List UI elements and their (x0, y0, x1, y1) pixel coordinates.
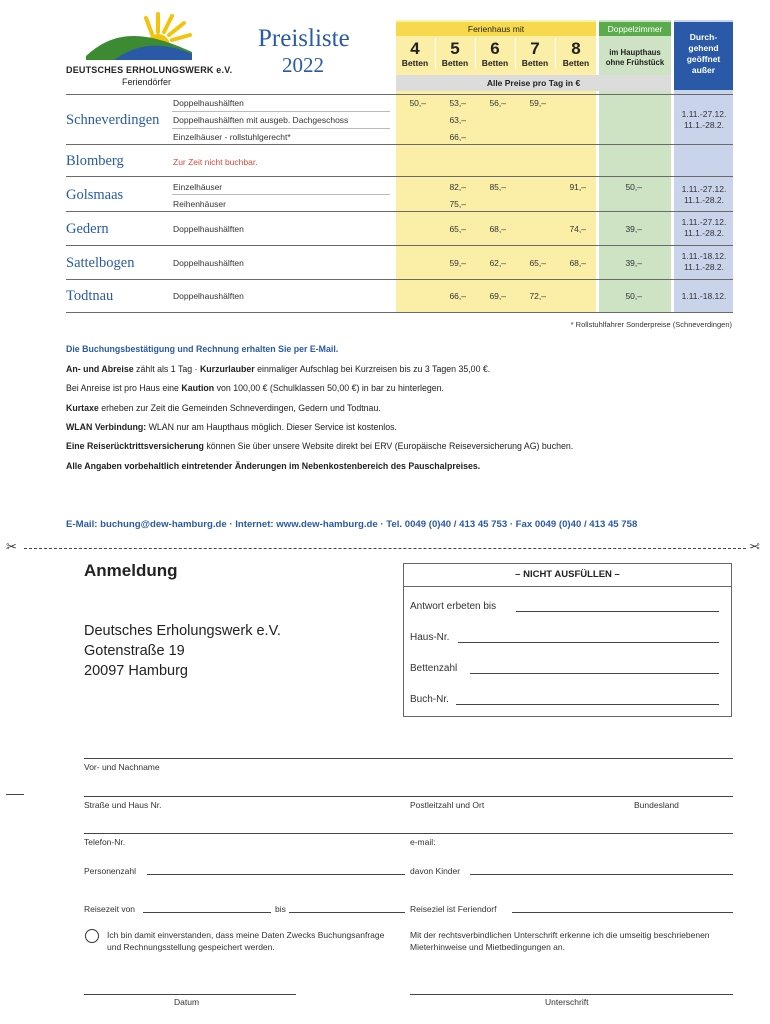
not-bookable-note: Zur Zeit nicht buchbar. (173, 157, 258, 167)
cut-line (24, 548, 746, 549)
consent-checkbox[interactable] (85, 929, 99, 943)
durchgehend-header: Durch- gehend geöffnet außer (674, 22, 733, 90)
place-schneverdingen: Schneverdingen (66, 112, 160, 128)
sun-hills-logo-icon (84, 10, 194, 60)
office-use-title: – NICHT AUSFÜLLEN – (404, 564, 731, 587)
office-field-line (470, 673, 719, 674)
form-title: Anmeldung (84, 561, 178, 580)
scissors-right-icon: ✂ (749, 539, 760, 554)
travel-to-label: bis (275, 904, 286, 914)
office-use-box (403, 563, 732, 717)
office-field-line (456, 704, 719, 705)
email-label: e-mail: (410, 837, 436, 847)
house-type: Einzelhäuser (173, 182, 223, 192)
all-prices-bar: Alle Preise pro Tag in € (396, 75, 671, 91)
bundesland-label: Bundesland (634, 800, 679, 810)
office-field-label: Buch-Nr. (410, 694, 449, 705)
place-golsmaas: Golsmaas (66, 187, 124, 203)
street-label: Straße und Haus Nr. (84, 800, 162, 810)
ferienhaus-header: Ferienhaus mit (396, 22, 596, 36)
price-cell: 69,– (489, 291, 506, 301)
house-type: Reihenhäuser (173, 199, 226, 209)
price-cell: 62,– (489, 258, 506, 268)
office-field-label: Haus-Nr. (410, 632, 450, 643)
info-email-confirmation: Die Buchungsbestätigung und Rechnung erhalten Sie per E-Mail. (66, 344, 339, 354)
children-field[interactable] (470, 874, 733, 875)
open-dates: 1.11.-27.12. 11.1.-28.2. (681, 184, 727, 205)
dz-price: 50,– (625, 291, 642, 301)
page-title: Preisliste (258, 25, 350, 52)
date-field[interactable] (84, 994, 296, 995)
agreement-text: Mit der rechtsverbindlichen Unterschrift erkenne ich die umseitig beschriebenen Mieterhinweise und Mietbedingungen an. (410, 930, 710, 952)
address-field[interactable] (84, 796, 733, 797)
destination-field[interactable] (512, 912, 733, 913)
beds-6: 6 Betten (481, 39, 509, 68)
open-dates: 1.11.-27.12. 11.1.-28.2. (681, 217, 727, 238)
price-cell: 91,– (569, 182, 586, 192)
footnote: * Rollstuhlfahrer Sonderpreise (Schneverdingen) (570, 320, 732, 329)
margin-mark (6, 794, 24, 795)
consent-text: Ich bin damit einverstanden, dass meine Daten Zwecks Buchungsanfrage und Rechnungsstellung gespeichert werden. (107, 930, 385, 952)
children-label: davon Kinder (410, 866, 461, 876)
phone-email-field[interactable] (84, 833, 733, 834)
travel-to-field[interactable] (289, 912, 405, 913)
signature-field[interactable] (410, 994, 733, 995)
price-cell: 56,– (489, 98, 506, 108)
recipient-address: Deutsches Erholungswerk e.V. Gotenstraße 19 20097 Hamburg (84, 623, 281, 679)
office-field-line (458, 642, 719, 643)
house-type: Einzelhäuser - rollstuhlgerecht* (173, 132, 291, 142)
name-label: Vor- und Nachname (84, 762, 160, 772)
price-cell: 74,– (569, 224, 586, 234)
phone-label: Telefon-Nr. (84, 837, 126, 847)
price-cell: 66,– (449, 132, 466, 142)
open-dates: 1.11.-18.12. (681, 291, 727, 301)
logo (84, 10, 194, 60)
price-cell: 66,– (449, 291, 466, 301)
scissors-left-icon: ✂ (6, 539, 17, 554)
dz-price: 39,– (625, 258, 642, 268)
destination-label: Reiseziel ist Feriendorf (410, 904, 497, 914)
info-disclaimer: Alle Angaben vorbehaltlich eintretender Änderungen im Nebenkostenbereich des Pauschalpreises. (66, 461, 481, 471)
place-blomberg: Blomberg (66, 153, 124, 169)
date-label: Datum (174, 997, 200, 1007)
persons-label: Personenzahl (84, 866, 136, 876)
office-field-label: Bettenzahl (410, 663, 458, 674)
house-type: Doppelhaushälften (173, 291, 244, 301)
signature-label: Unterschrift (545, 997, 589, 1007)
house-type: Doppelhaushälften mit ausgeb. Dachgeschoss (173, 115, 349, 125)
office-field-line (516, 611, 719, 612)
doppelzimmer-header: Doppelzimmer (599, 22, 671, 36)
persons-field[interactable] (147, 874, 405, 875)
info-arrival: An- und Abreise zählt als 1 Tag · Kurzurlauber einmaliger Aufschlag bei Kurzreisen bis zu 3 Tagen 35,00 €. (66, 364, 491, 374)
info-wlan: WLAN Verbindung: WLAN nur am Haupthaus möglich. Dieser Service ist kostenlos. (66, 422, 397, 432)
house-type: Doppelhaushälften (173, 98, 244, 108)
beds-8: 8 Betten (562, 39, 590, 68)
price-cell: 68,– (569, 258, 586, 268)
open-dates: 1.11.-27.12. 11.1.-28.2. (681, 109, 727, 130)
beds-4: 4 Betten (401, 39, 429, 68)
dz-subheader: im Haupthaus ohne Frühstück (605, 48, 665, 67)
name-field[interactable] (84, 758, 733, 759)
price-cell: 68,– (489, 224, 506, 234)
travel-from-label: Reisezeit von (84, 904, 136, 914)
info-deposit: Bei Anreise ist pro Haus eine Kaution von 100,00 € (Schulklassen 50,00 €) in bar zu hinterlegen. (66, 383, 445, 393)
logo-sub: Feriendörfer (122, 77, 172, 87)
price-cell: 72,– (529, 291, 546, 301)
price-cell: 65,– (449, 224, 466, 234)
price-cell: 85,– (489, 182, 506, 192)
beds-5: 5 Betten (441, 39, 469, 68)
office-field-label: Antwort erbeten bis (410, 601, 497, 612)
price-cell: 59,– (529, 98, 546, 108)
dz-price: 50,– (625, 182, 642, 192)
info-kurtaxe: Kurtaxe erheben zur Zeit die Gemeinden Schneverdingen, Gedern und Todtnau. (66, 403, 381, 413)
price-cell: 50,– (409, 98, 426, 108)
price-cell: 65,– (529, 258, 546, 268)
contact-line: E-Mail: buchung@dew-hamburg.de · Internet: www.dew-hamburg.de · Tel. 0049 (0)40 / 413 45 753 · Fax 0049 (0)40 / 413 45 758 (66, 519, 638, 530)
travel-from-field[interactable] (143, 912, 271, 913)
place-gedern: Gedern (66, 221, 109, 237)
price-cell: 82,– (449, 182, 466, 192)
place-todtnau: Todtnau (66, 288, 114, 304)
dz-price: 39,– (625, 224, 642, 234)
open-dates: 1.11.-18.12. 11.1.-28.2. (681, 251, 727, 272)
price-cell: 75,– (449, 199, 466, 209)
page-year: 2022 (282, 53, 324, 77)
house-type: Doppelhaushälften (173, 224, 244, 234)
place-sattelbogen: Sattelbogen (66, 255, 135, 271)
info-insurance: Eine Reiserücktrittsversicherung können Sie über unsere Website direkt bei ERV (Europäische Reiseversicherung AG) buchen. (66, 441, 574, 451)
price-cell: 53,– (449, 98, 466, 108)
price-cell: 59,– (449, 258, 466, 268)
price-cell: 63,– (449, 115, 466, 125)
logo-org: DEUTSCHES ERHOLUNGSWERK e.V. (66, 65, 233, 75)
beds-7: 7 Betten (521, 39, 549, 68)
plz-label: Postleitzahl und Ort (410, 800, 485, 810)
house-type: Doppelhaushälften (173, 258, 244, 268)
